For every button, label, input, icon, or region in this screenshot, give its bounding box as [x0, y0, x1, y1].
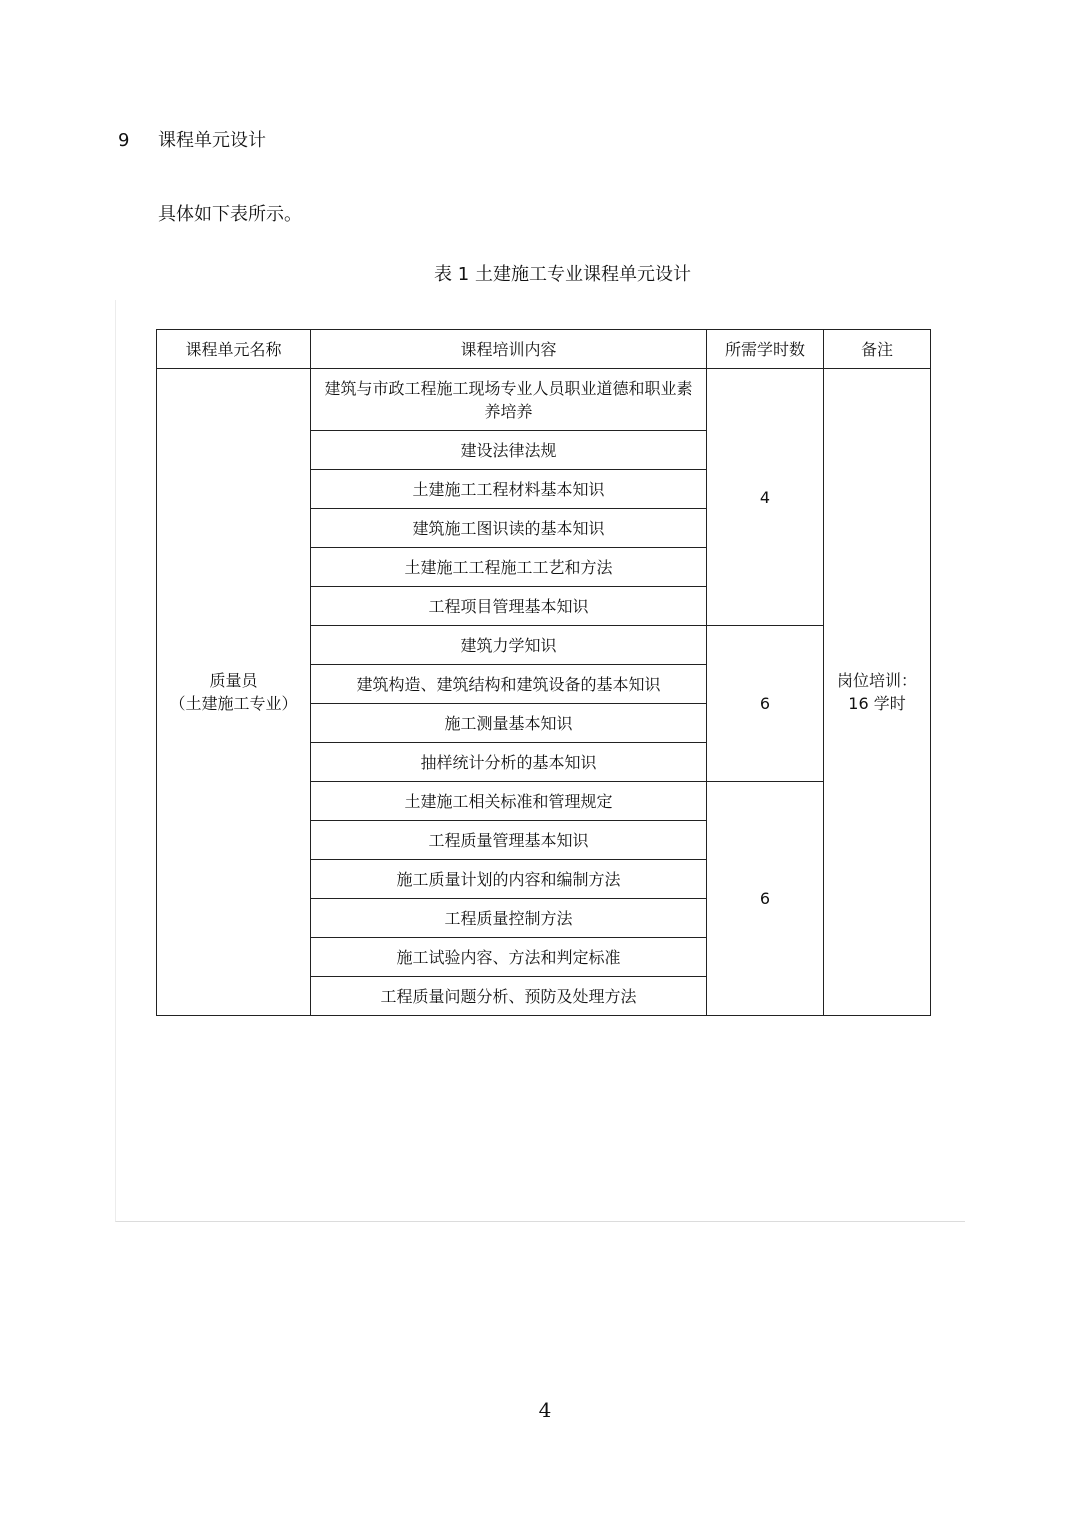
content-cell: 土建施工工程施工工艺和方法 — [311, 548, 707, 587]
header-remark: 备注 — [824, 330, 931, 369]
remark-line2: 16 学时 — [848, 694, 906, 713]
unit-name-line2: （土建施工专业） — [169, 694, 298, 713]
content-cell: 建设法律法规 — [311, 431, 707, 470]
header-hours: 所需学时数 — [707, 330, 824, 369]
hours-cell: 6 — [707, 626, 824, 782]
content-cell: 工程质量管理基本知识 — [311, 821, 707, 860]
header-unit-name: 课程单元名称 — [157, 330, 311, 369]
content-cell: 建筑力学知识 — [311, 626, 707, 665]
content-cell: 施工测量基本知识 — [311, 704, 707, 743]
content-cell: 施工质量计划的内容和编制方法 — [311, 860, 707, 899]
section-number: 9 — [118, 130, 130, 151]
content-cell: 抽样统计分析的基本知识 — [311, 743, 707, 782]
hours-cell: 4 — [707, 369, 824, 626]
content-cell: 施工试验内容、方法和判定标准 — [311, 938, 707, 977]
content-cell: 建筑与市政工程施工现场专业人员职业道德和职业素养培养 — [311, 369, 707, 431]
content-cell: 工程项目管理基本知识 — [311, 587, 707, 626]
table-row — [157, 369, 931, 431]
page-number: 4 — [538, 1398, 552, 1422]
header-content: 课程培训内容 — [311, 330, 707, 369]
intro-text: 具体如下表所示。 — [158, 204, 302, 225]
hours-cell: 6 — [707, 782, 824, 1016]
table-header-row — [157, 330, 931, 369]
remark-cell — [824, 369, 931, 1016]
content-cell: 土建施工工程材料基本知识 — [311, 470, 707, 509]
section-heading — [118, 128, 266, 154]
content-cell: 土建施工相关标准和管理规定 — [311, 782, 707, 821]
table-caption: 表 1 土建施工专业课程单元设计 — [434, 264, 691, 285]
section-title: 课程单元设计 — [158, 130, 266, 151]
content-cell: 建筑构造、建筑结构和建筑设备的基本知识 — [311, 665, 707, 704]
remark-line1: 岗位培训： — [836, 671, 917, 690]
unit-name-cell — [157, 369, 311, 1016]
content-cell: 工程质量控制方法 — [311, 899, 707, 938]
course-unit-table — [156, 329, 931, 1016]
content-cell: 建筑施工图识读的基本知识 — [311, 509, 707, 548]
unit-name-line1: 质量员 — [209, 671, 258, 690]
content-cell: 工程质量问题分析、预防及处理方法 — [311, 977, 707, 1016]
